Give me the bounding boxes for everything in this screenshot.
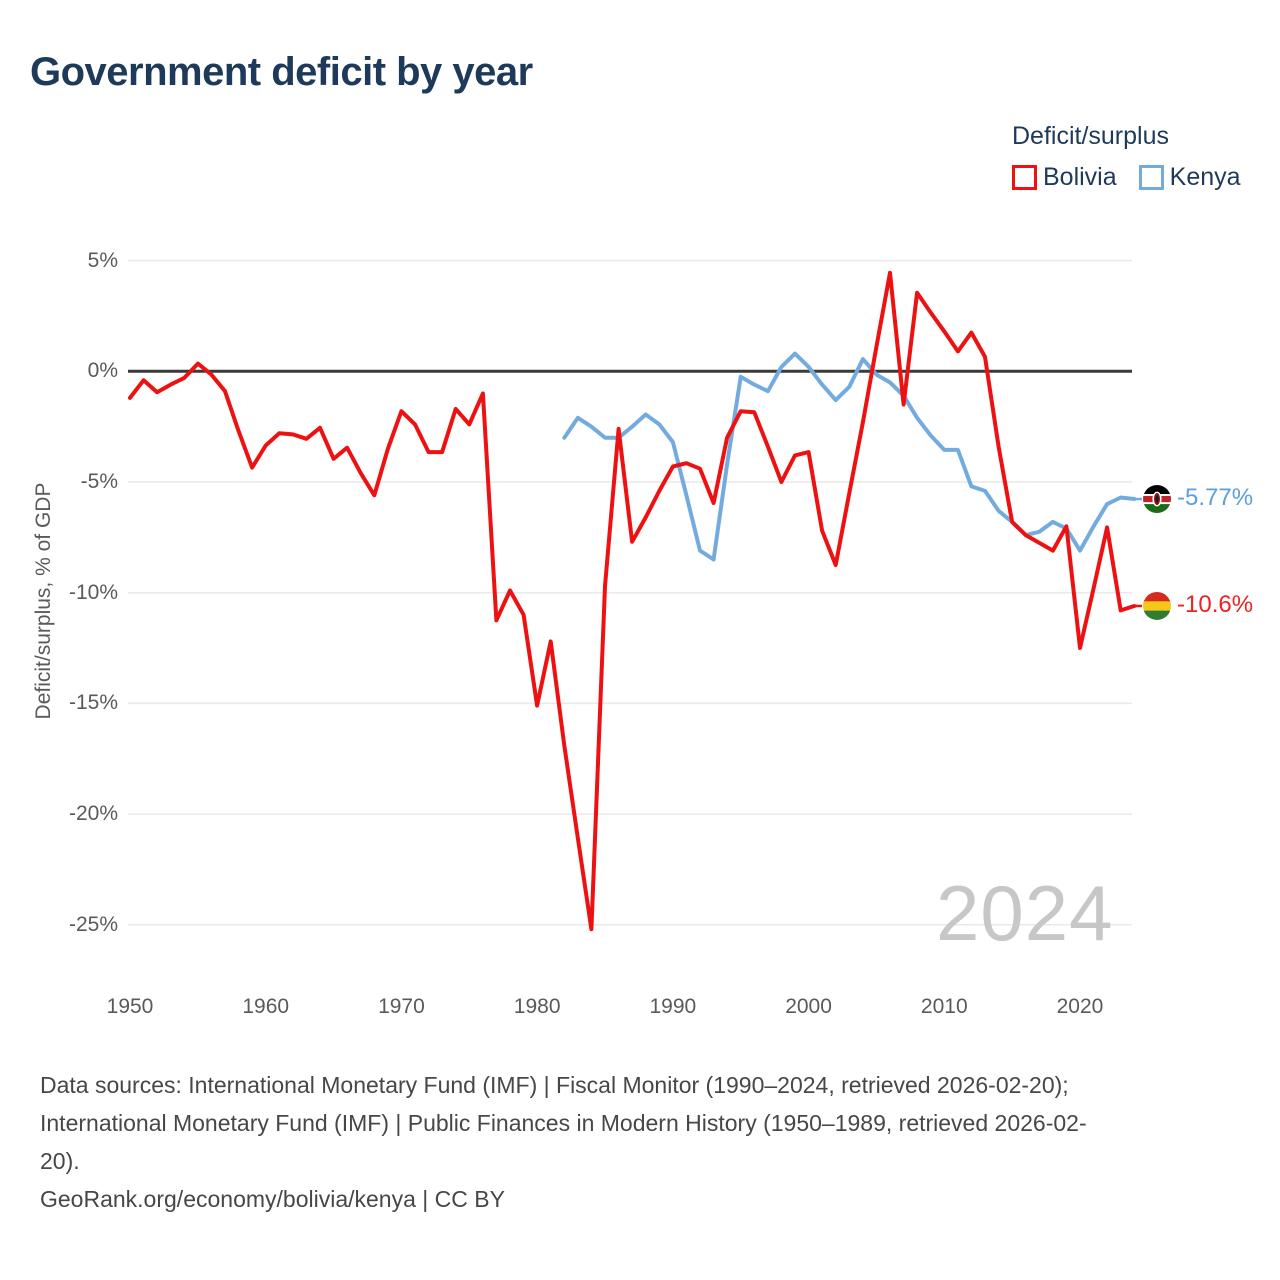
- y-tick-label: -15%: [68, 691, 118, 715]
- x-tick-label: 2010: [920, 995, 968, 1018]
- source-attribution: [40, 1066, 1087, 1218]
- bolivia-flag-icon: [1143, 592, 1171, 621]
- legend-title: Deficit/surplus: [1012, 122, 1169, 150]
- y-axis-title: Deficit/surplus, % of GDP: [32, 482, 55, 720]
- legend-items: [1012, 163, 1241, 192]
- x-tick-label: 1960: [242, 995, 290, 1018]
- x-tick-label: 2000: [785, 995, 832, 1018]
- year-watermark: 2024: [936, 869, 1114, 957]
- kenya-end-label: -5.77%: [1177, 484, 1254, 512]
- y-tick-label: -25%: [68, 912, 118, 936]
- source-line: 20).: [40, 1148, 80, 1174]
- x-tick-label: 1950: [106, 995, 154, 1018]
- x-tick-label: 2020: [1056, 995, 1104, 1018]
- page-title: Government deficit by year: [30, 50, 533, 94]
- source-line: GeoRank.org/economy/bolivia/kenya | CC BY: [40, 1186, 505, 1212]
- x-tick-label: 1980: [513, 995, 561, 1018]
- source-line: International Monetary Fund (IMF) | Public Finances in Modern History (1950–1989, retrieved 2026-02-: [40, 1110, 1087, 1136]
- legend-item-kenya: [1139, 163, 1241, 192]
- kenya-line: [564, 354, 1134, 560]
- legend: [1012, 122, 1241, 192]
- y-tick-label: 5%: [87, 248, 118, 272]
- y-tick-label: -5%: [80, 470, 118, 493]
- legend-item-label: Kenya: [1169, 163, 1241, 191]
- x-tick-label: 1970: [378, 995, 425, 1018]
- source-line: Data sources: International Monetary Fund (IMF) | Fiscal Monitor (1990–2024, retrieved 2026-02-20);: [40, 1072, 1069, 1098]
- y-tick-label: 0%: [87, 359, 118, 383]
- y-tick-label: -10%: [68, 580, 118, 604]
- kenya-swatch-icon: [1139, 165, 1164, 190]
- kenya-flag-icon: [1143, 485, 1171, 514]
- bolivia-swatch-icon: [1012, 165, 1037, 190]
- x-tick-label: 1990: [649, 995, 697, 1018]
- legend-item-label: Bolivia: [1043, 163, 1117, 191]
- y-tick-label: -20%: [68, 802, 118, 826]
- legend-item-bolivia: [1012, 163, 1117, 192]
- bolivia-end-label: -10.6%: [1177, 590, 1254, 618]
